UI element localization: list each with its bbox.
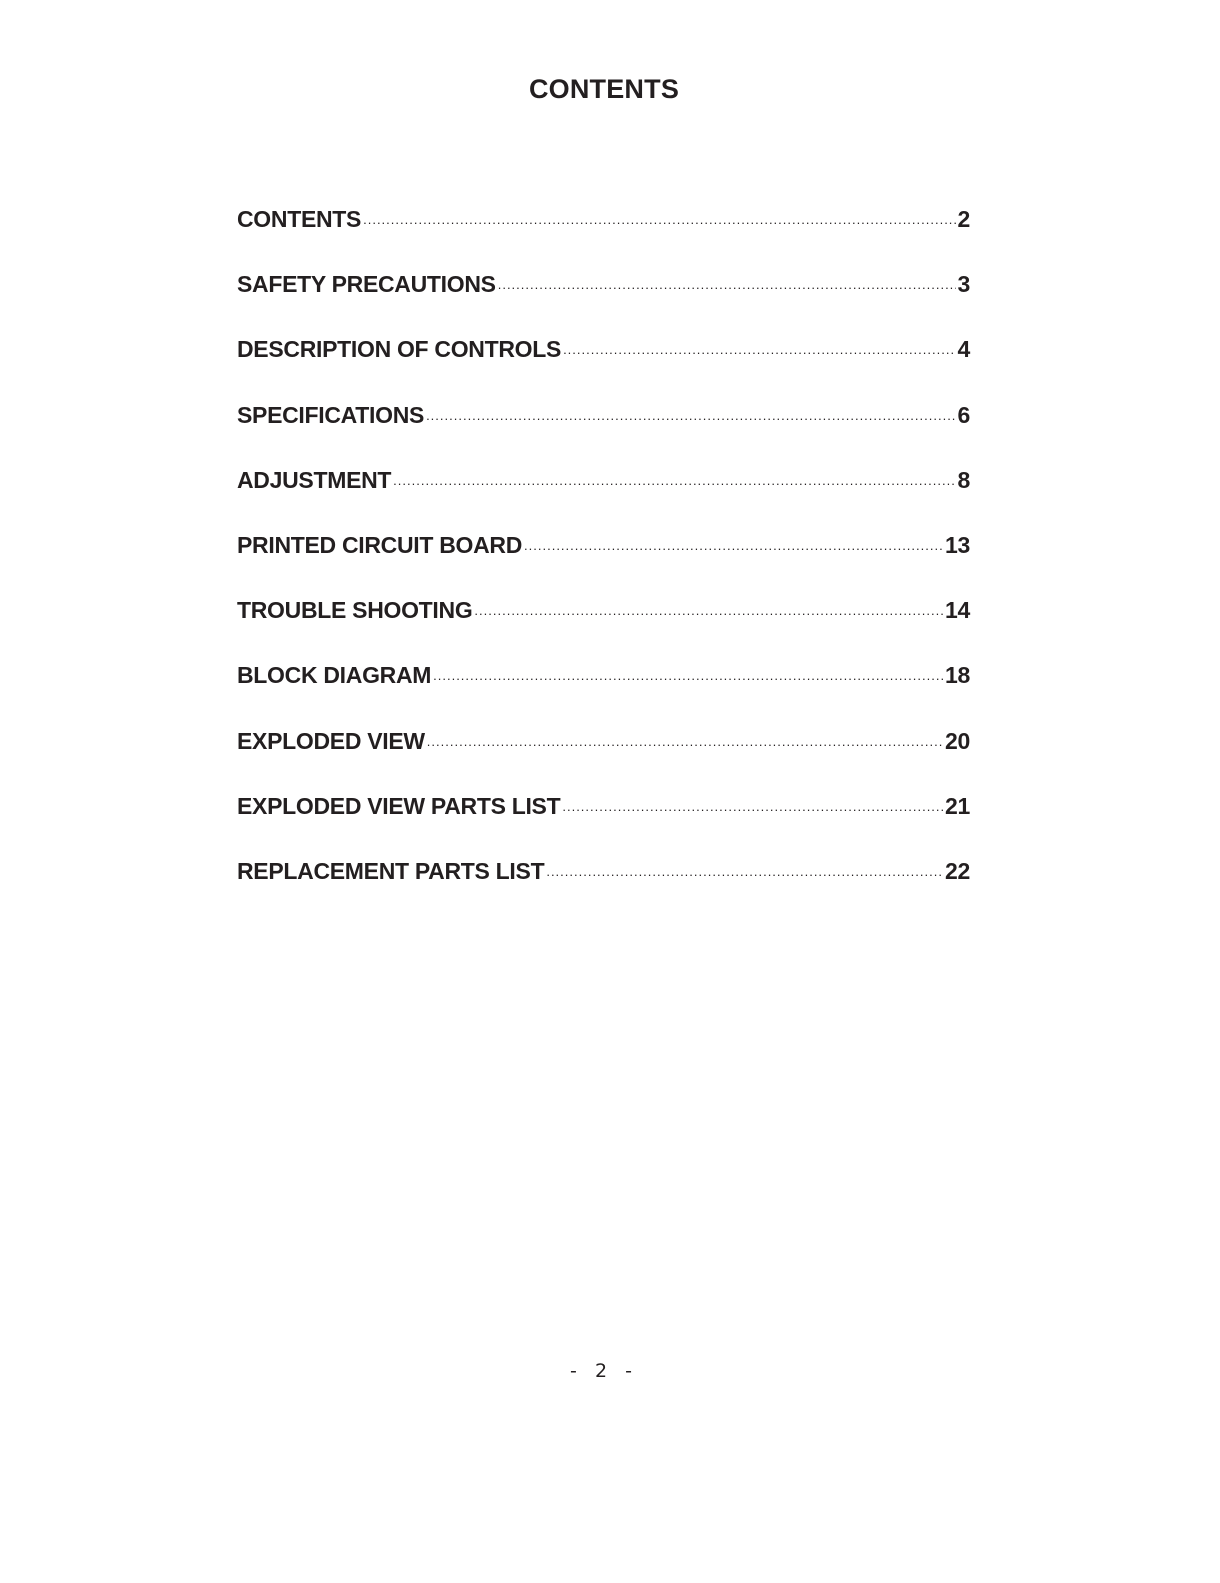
toc-entry-label: SPECIFICATIONS (237, 401, 425, 428)
toc-entry-description-of-controls[interactable] (237, 336, 970, 401)
toc-entry-page: 14 (945, 597, 970, 624)
toc-entry-label: ADJUSTMENT (237, 466, 392, 493)
toc-entry-adjustment[interactable] (237, 467, 970, 532)
toc-dot-leader (427, 735, 943, 749)
toc-dot-leader (562, 800, 943, 814)
toc-entry-label: EXPLODED VIEW (237, 727, 425, 754)
toc-entry-label: BLOCK DIAGRAM (237, 662, 432, 689)
toc-entry-page: 3 (957, 271, 970, 298)
toc-entry-label: DESCRIPTION OF CONTROLS (237, 336, 562, 363)
toc-entry-exploded-view-parts-list[interactable] (237, 793, 970, 858)
toc-dot-leader (498, 278, 956, 292)
toc-entry-page: 2 (957, 206, 970, 232)
toc-entry-page: 13 (945, 531, 970, 558)
toc-entry-trouble-shooting[interactable] (237, 597, 970, 662)
toc-entry-label: CONTENTS (237, 206, 362, 232)
table-of-contents (237, 206, 970, 923)
toc-entry-page: 4 (957, 336, 970, 363)
toc-entry-replacement-parts-list[interactable] (237, 858, 970, 923)
toc-entry-page: 6 (957, 401, 970, 428)
page-title: CONTENTS (528, 74, 680, 104)
toc-entry-block-diagram[interactable] (237, 662, 970, 727)
toc-dot-leader (433, 669, 943, 683)
toc-entry-specifications[interactable] (237, 402, 970, 467)
toc-entry-printed-circuit-board[interactable] (237, 532, 970, 597)
toc-entry-label: TROUBLE SHOOTING (237, 597, 473, 624)
toc-entry-page: 20 (945, 727, 970, 754)
toc-dot-leader (426, 409, 955, 423)
toc-dot-leader (393, 474, 955, 488)
toc-dot-leader (546, 865, 943, 879)
toc-entry-label: SAFETY PRECAUTIONS (237, 271, 496, 298)
toc-dot-leader (524, 539, 943, 553)
toc-entry-contents[interactable] (237, 206, 970, 271)
toc-entry-label: REPLACEMENT PARTS LIST (237, 857, 545, 884)
toc-entry-page: 18 (945, 662, 970, 689)
toc-dot-leader (363, 213, 955, 227)
toc-entry-safety-precautions[interactable] (237, 271, 970, 336)
toc-entry-label: PRINTED CIRCUIT BOARD (237, 531, 523, 558)
toc-entry-page: 21 (945, 792, 970, 819)
toc-dot-leader (563, 343, 955, 357)
toc-dot-leader (474, 604, 943, 618)
toc-entry-page: 8 (957, 466, 970, 493)
page-number: - 2 - (570, 1360, 638, 1382)
toc-entry-exploded-view[interactable] (237, 728, 970, 793)
toc-entry-label: EXPLODED VIEW PARTS LIST (237, 792, 561, 819)
toc-entry-page: 22 (945, 857, 970, 884)
